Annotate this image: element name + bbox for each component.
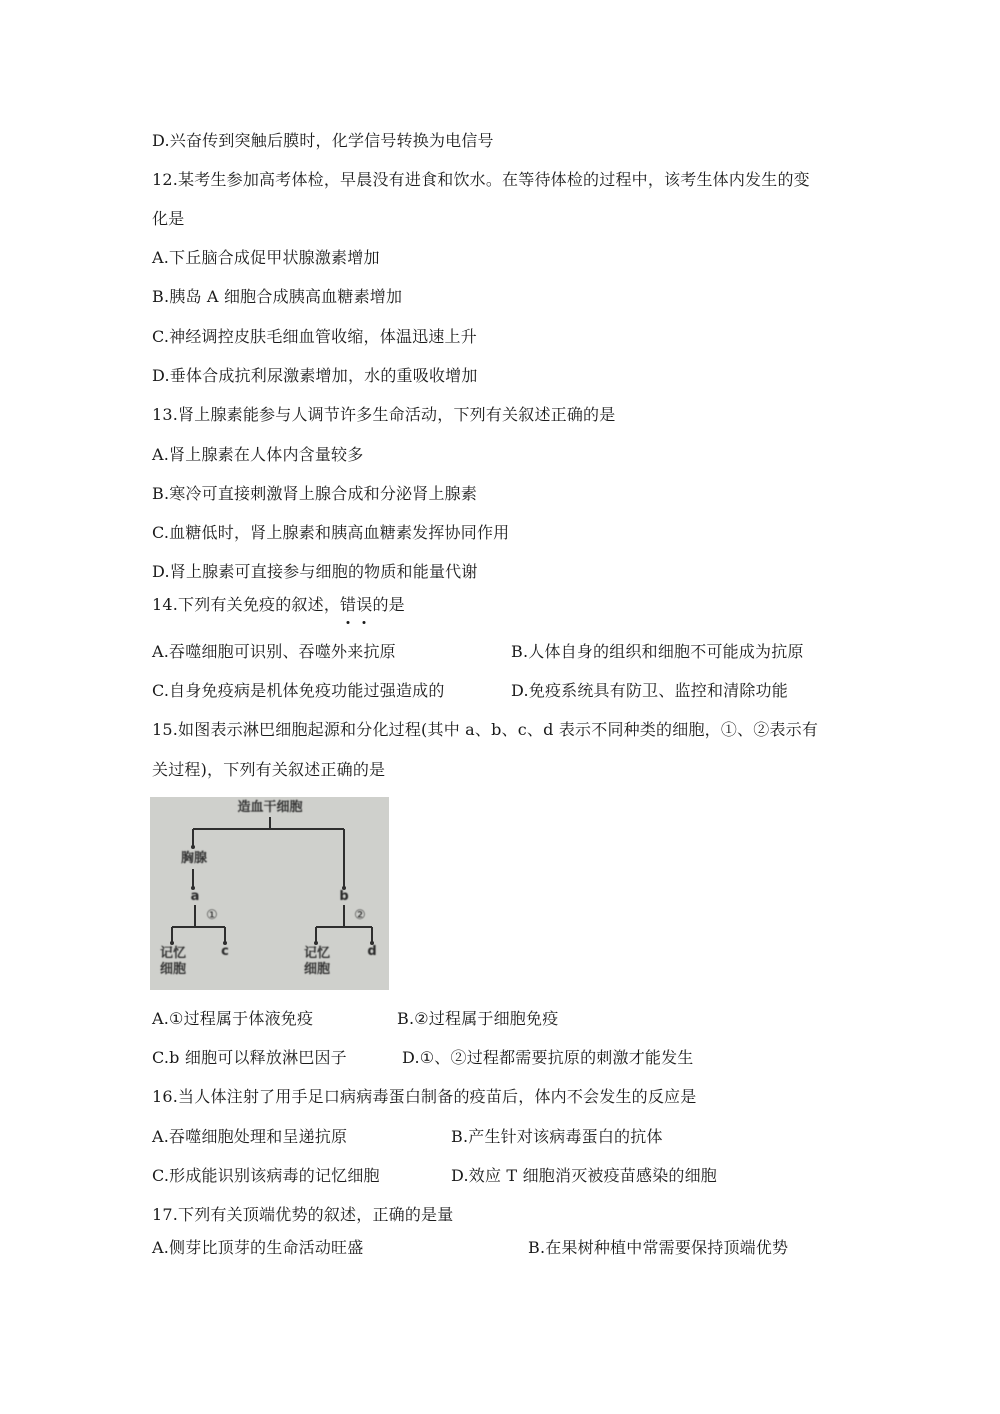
diagram-label-memory-cell-right-line-2: 细胞 — [303, 962, 330, 977]
q14-stem — [152, 595, 405, 615]
emphasis-dotted-char: 误 — [356, 595, 373, 614]
q16-option-b: B.产生针对该病毒蛋白的抗体 — [451, 1127, 663, 1146]
q16-option-c: C.形成能识别该病毒的记忆细胞 — [152, 1166, 380, 1185]
q15-option-a: A.①过程属于体液免疫 — [152, 1009, 314, 1028]
q13-stem: 13.肾上腺素能参与人调节许多生命活动，下列有关叙述正确的是 — [152, 405, 616, 424]
diagram-label-cell-b: b — [339, 889, 349, 904]
q15-stem-line-1: 15.如图表示淋巴细胞起源和分化过程(其中 a、b、c、d 表示不同种类的细胞，①、②表示有 — [152, 720, 819, 739]
diagram-label-memory-cell-right-line-1: 记忆 — [303, 946, 330, 961]
q12-stem-line-1: 12.某考生参加高考体检，早晨没有进食和饮水。在等待体检的过程中，该考生体内发生的变 — [152, 170, 810, 189]
diagram-label-memory-cell-left-line-1: 记忆 — [159, 946, 186, 961]
q12-option-c: C.神经调控皮肤毛细血管收缩，体温迅速上升 — [152, 327, 477, 346]
q15-option-b: B.②过程属于细胞免疫 — [397, 1009, 559, 1028]
q14-option-a: A.吞噬细胞可识别、吞噬外来抗原 — [152, 642, 396, 661]
q15-option-c: C.b 细胞可以释放淋巴因子 — [152, 1048, 347, 1067]
q12-option-b: B.胰岛 A 细胞合成胰高血糖素增加 — [152, 287, 403, 306]
diagram-label-process-1: ① — [206, 908, 218, 923]
diagram-label-cell-d: d — [367, 944, 377, 959]
diagram-label-process-2: ② — [354, 908, 366, 923]
q16-option-d: D.效应 T 细胞消灭被疫苗感染的细胞 — [451, 1166, 717, 1185]
q11-option-d: D.兴奋传到突触后膜时，化学信号转换为电信号 — [152, 131, 494, 150]
q14-option-b: B.人体自身的组织和细胞不可能成为抗原 — [511, 642, 804, 661]
diagram-label-cell-c: c — [221, 944, 229, 959]
q12-stem-line-2: 化是 — [152, 209, 185, 228]
q16-stem: 16.当人体注射了用手足口病病毒蛋白制备的疫苗后，体内不会发生的反应是 — [152, 1087, 697, 1106]
q14-stem-prefix: 14.下列有关免疫的叙述， — [152, 595, 341, 614]
q14-option-d: D.免疫系统具有防卫、监控和清除功能 — [511, 681, 788, 700]
q12-option-d: D.垂体合成抗利尿激素增加，水的重吸收增加 — [152, 366, 478, 385]
q12-option-a: A.下丘脑合成促甲状腺激素增加 — [152, 248, 380, 267]
q17-option-b: B.在果树种植中常需要保持顶端优势 — [528, 1238, 789, 1257]
q16-option-a: A.吞噬细胞处理和呈递抗原 — [152, 1127, 348, 1146]
lymphocyte-origin-diagram — [150, 797, 389, 990]
q13-option-a: A.肾上腺素在人体内含量较多 — [152, 445, 364, 464]
diagram-label-hematopoietic-stem-cell: 造血干细胞 — [237, 800, 303, 815]
q13-option-d: D.肾上腺素可直接参与细胞的物质和能量代谢 — [152, 562, 478, 581]
q14-stem-suffix: 的是 — [372, 595, 405, 614]
q13-option-b: B.寒冷可直接刺激肾上腺合成和分泌肾上腺素 — [152, 484, 478, 503]
diagram-label-cell-a: a — [190, 889, 200, 904]
q15-option-d: D.①、②过程都需要抗原的刺激才能发生 — [402, 1048, 694, 1067]
q14-option-c: C.自身免疫病是机体免疫功能过强造成的 — [152, 681, 445, 700]
q13-option-c: C.血糖低时，肾上腺素和胰高血糖素发挥协同作用 — [152, 523, 510, 542]
q15-stem-line-2: 关过程)，下列有关叙述正确的是 — [152, 760, 386, 779]
emphasis-dotted-char: 错 — [340, 595, 357, 614]
q17-stem: 17.下列有关顶端优势的叙述，正确的是量 — [152, 1205, 454, 1224]
diagram-label-thymus: 胸腺 — [180, 851, 207, 866]
q17-option-a: A.侧芽比顶芽的生命活动旺盛 — [152, 1238, 364, 1257]
diagram-label-memory-cell-left-line-2: 细胞 — [159, 962, 186, 977]
